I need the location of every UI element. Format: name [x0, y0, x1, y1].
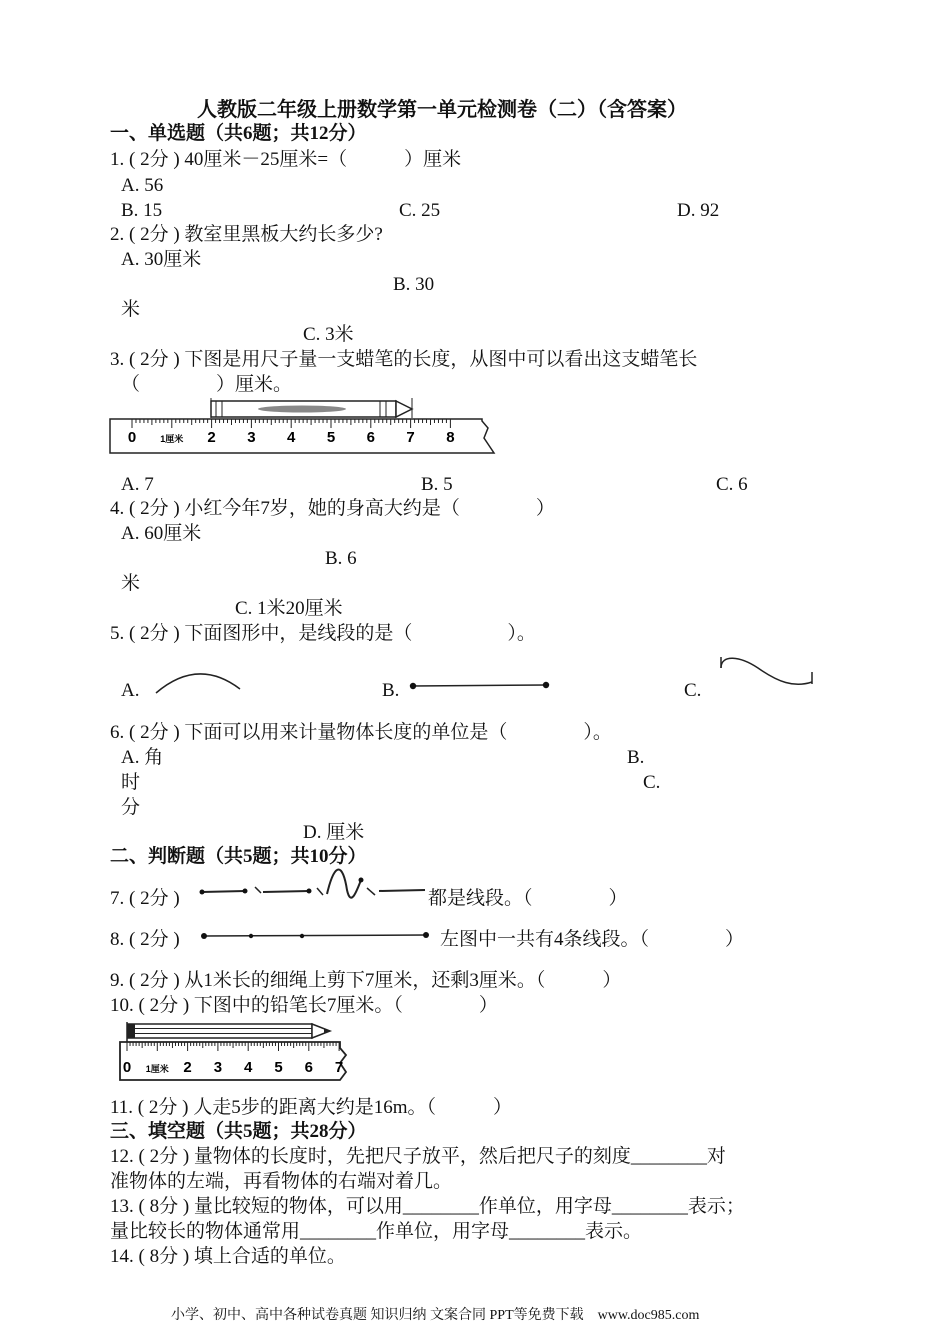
question-8-prefix: 8. ( 2分 ): [110, 929, 180, 950]
ruler1-label: 1厘米: [160, 434, 184, 444]
question-3-stem: 3. ( 2分 ) 下图是用尺子量一支蜡笔的长度，从图中可以看出这支蜡笔长: [110, 349, 698, 370]
question-6-stem: 6. ( 2分 ) 下面可以用来计量物体长度的单位是（ ）。: [110, 722, 612, 743]
question-7-suffix: 都是线段。（ ）: [428, 888, 628, 909]
question-6-option-b-value: 时: [121, 772, 141, 793]
question-12-line1: 12. ( 2分 ) 量物体的长度时，先把尺子放平，然后把尺子的刻度________对: [110, 1146, 726, 1167]
ruler1-label: 7: [406, 429, 415, 446]
pencil-icon: [127, 1022, 330, 1042]
page-footer: 小学、初中、高中各种试卷真题 知识归纳 文案合同 PPT等免费下载 www.doc985.com: [171, 1308, 700, 1323]
question-5-stem: 5. ( 2分 ) 下面图形中，是线段的是（ ）。: [110, 623, 536, 644]
question-7-prefix: 7. ( 2分 ): [110, 888, 180, 909]
ruler2-label: 2: [183, 1059, 192, 1076]
question-3-stem-cont: （ ）厘米。: [121, 374, 293, 395]
ruler1-label: 3: [247, 429, 256, 446]
question-4-option-a: A. 60厘米: [121, 523, 202, 544]
ruler1-label: 2: [207, 429, 216, 446]
question-13-line1: 13. ( 8分 ) 量比较短的物体，可以用________作单位，用字母________表示；: [110, 1196, 745, 1217]
section-heading-fill: 三、填空题（共5题；共28分）: [110, 1121, 367, 1142]
mixed-lines-figure: [197, 868, 429, 906]
question-3-option-a: A. 7: [121, 474, 154, 495]
ruler2-label: 0: [122, 1059, 132, 1076]
question-11-stem: 11. ( 2分 ) 人走5步的距离大约是16m。（ ）: [110, 1097, 512, 1118]
section-heading-choice: 一、单选题（共6题；共12分）: [110, 123, 367, 144]
question-1-option-d: D. 92: [677, 200, 720, 221]
ruler2-label: 3: [213, 1059, 223, 1076]
question-1-option-a: A. 56: [121, 175, 164, 196]
ruler2-label: 5: [274, 1059, 283, 1076]
question-4-option-c: C. 1米20厘米: [235, 598, 343, 619]
ruler2-label: 7: [334, 1059, 344, 1076]
question-1-option-b: B. 15: [121, 200, 163, 221]
wavy-curve-figure: [718, 654, 818, 690]
ruler2-label: 1厘米: [145, 1064, 169, 1074]
question-2-option-a: A. 30厘米: [121, 249, 202, 270]
question-12-line2: 准物体的左端，再看物体的右端对着几。: [110, 1171, 453, 1192]
ruler1-label: 6: [366, 429, 375, 446]
ruler2-label: 6: [304, 1059, 313, 1076]
question-5-option-b: B.: [382, 680, 400, 701]
question-5-option-c: C.: [684, 680, 702, 701]
question-10-stem: 10. ( 2分 ) 下图中的铅笔长7厘米。（ ）: [110, 995, 498, 1016]
question-8-suffix: 左图中一共有4条线段。（ ）: [440, 929, 745, 950]
ruler1-label: 5: [326, 429, 336, 446]
ruler1-label: 4: [287, 429, 296, 446]
ruler1-label: 8: [446, 429, 455, 446]
question-4-option-b-unit: 米: [121, 573, 141, 594]
question-13-line2: 量比较长的物体通常用________作单位，用字母________表示。: [110, 1221, 643, 1242]
question-9-stem: 9. ( 2分 ) 从1米长的细绳上剪下7厘米，还剩3厘米。（ ）: [110, 970, 622, 991]
question-4-option-b: B. 6: [325, 548, 357, 569]
question-6-option-c-value: 分: [121, 797, 141, 818]
question-2-option-c: C. 3米: [303, 324, 354, 345]
question-2-option-b-unit: 米: [121, 299, 141, 320]
question-6-option-c: C.: [643, 772, 661, 793]
question-14-stem: 14. ( 8分 ) 填上合适的单位。: [110, 1246, 346, 1267]
dotted-segment-figure: [198, 928, 430, 944]
question-4-stem: 4. ( 2分 ) 小红今年7岁，她的身高大约是（ ）: [110, 498, 555, 519]
line-segment-figure: [408, 680, 552, 692]
ruler2-label: 4: [244, 1059, 253, 1076]
question-2-stem: 2. ( 2分 ) 教室里黑板大约长多少?: [110, 224, 383, 245]
page-title: 人教版二年级上册数学第一单元检测卷（二）（含答案）: [197, 99, 687, 121]
question-3-option-b: B. 5: [421, 474, 453, 495]
question-6-option-a: A. 角: [121, 747, 164, 768]
arc-curve-figure: [154, 667, 244, 695]
question-1-stem: 1. ( 2分 ) 40厘米－25厘米=（ ）厘米: [110, 149, 462, 170]
section-heading-judge: 二、判断题（共5题；共10分）: [110, 846, 367, 867]
question-6-option-d: D. 厘米: [303, 822, 365, 843]
question-1-option-c: C. 25: [399, 200, 441, 221]
question-2-option-b: B. 30: [393, 274, 435, 295]
pencil-ruler-figure: [118, 1022, 350, 1084]
question-6-option-b: B.: [627, 747, 645, 768]
ruler1-label: 0: [127, 429, 137, 446]
question-3-option-c: C. 6: [716, 474, 748, 495]
crayon-ruler-figure: [110, 398, 500, 456]
question-5-option-a: A.: [121, 680, 140, 701]
crayon-icon: [211, 398, 412, 418]
